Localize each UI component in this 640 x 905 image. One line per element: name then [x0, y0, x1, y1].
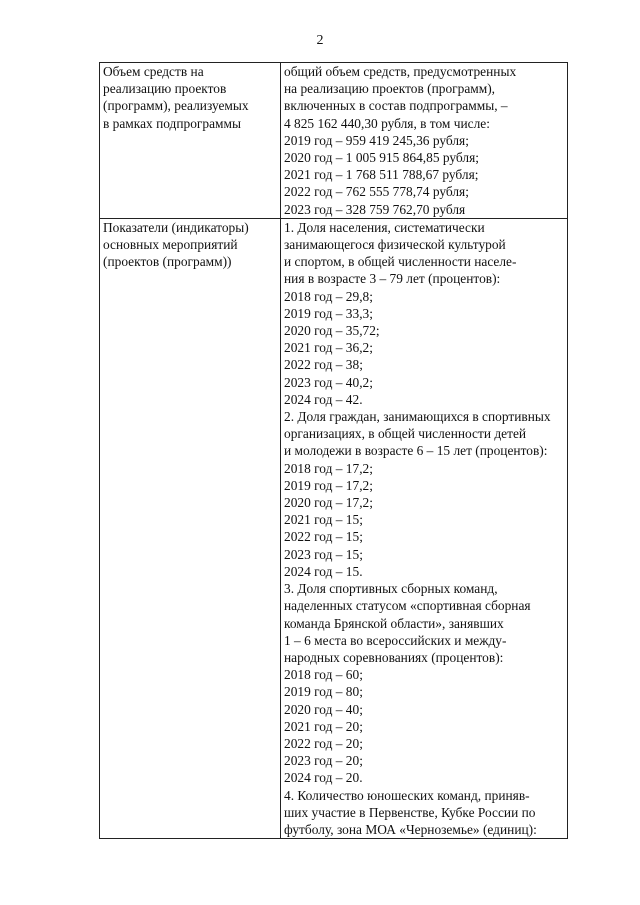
value-line: на реализацию проектов (программ), [284, 81, 496, 97]
value-cell-indicators [281, 218, 568, 838]
value-line: народных соревнованиях (процентов): [284, 649, 504, 665]
value-line: 2019 год – 959 419 245,36 рубля; [284, 132, 469, 148]
value-line: 2024 год – 15. [284, 563, 363, 579]
value-line: 2023 год – 328 759 762,70 рубля [284, 201, 466, 217]
label-cell-funding [100, 63, 281, 219]
value-line: 2018 год – 29,8; [284, 288, 373, 304]
value-line: футболу, зона МОА «Черноземье» (единиц): [284, 821, 537, 837]
value-line: 2019 год – 33,3; [284, 305, 373, 321]
value-line: и молодежи в возрасте 6 – 15 лет (процентов): [284, 443, 548, 459]
value-line: 2021 год – 20; [284, 718, 363, 734]
value-line: 2018 год – 60; [284, 667, 363, 683]
value-line: 2023 год – 20; [284, 753, 363, 769]
subprogram-passport-table [99, 62, 568, 839]
page-number: 2 [316, 33, 324, 48]
table-row-indicators [100, 218, 568, 838]
value-line: 2020 год – 40; [284, 701, 363, 717]
value-line: 2019 год – 80; [284, 684, 363, 700]
value-line: 4. Количество юношеских команд, приняв- [284, 787, 530, 803]
value-line: 1. Доля населения, систематически [284, 219, 485, 235]
value-line: включенных в состав подпрограммы, – [284, 98, 508, 114]
value-line: ших участие в Первенстве, Кубке России по [284, 804, 536, 820]
value-line: ния в возрасте 3 – 79 лет (процентов): [284, 271, 501, 287]
value-line: занимающегося физической культурой [284, 237, 506, 253]
value-line: организациях, в общей численности детей [284, 426, 527, 442]
value-line: 2020 год – 17,2; [284, 495, 373, 511]
label-line: основных мероприятий [103, 237, 238, 253]
value-line: 2021 год – 36,2; [284, 340, 373, 356]
value-line: 2022 год – 20; [284, 735, 363, 751]
value-line: 2023 год – 40,2; [284, 374, 373, 390]
value-line: 2023 год – 15; [284, 546, 363, 562]
value-cell-funding [281, 63, 568, 219]
label-line: Объем средств на [103, 64, 204, 79]
value-line: 3. Доля спортивных сборных команд, [284, 581, 498, 597]
value-line: 2. Доля граждан, занимающихся в спортивных [284, 409, 551, 425]
label-line: Показатели (индикаторы) [103, 219, 249, 235]
value-line: 2024 год – 20. [284, 770, 363, 786]
value-line: 2024 год – 42. [284, 391, 363, 407]
value-line: 2021 год – 15; [284, 512, 363, 528]
value-line: 2020 год – 35,72; [284, 323, 380, 339]
value-line: общий объем средств, предусмотренных [284, 64, 517, 79]
value-line: 2022 год – 15; [284, 529, 363, 545]
value-line: 2022 год – 762 555 778,74 рубля; [284, 184, 469, 200]
label-line: (программ), реализуемых [103, 98, 249, 114]
value-line: команда Брянской области», занявших [284, 615, 504, 631]
value-line: наделенных статусом «спортивная сборная [284, 598, 531, 614]
value-line: и спортом, в общей численности населе- [284, 254, 517, 270]
label-line: (проектов (программ)) [103, 254, 232, 270]
value-line: 2018 год – 17,2; [284, 460, 373, 476]
value-line: 2019 год – 17,2; [284, 477, 373, 493]
label-line: в рамках подпрограммы [103, 115, 241, 131]
label-cell-indicators [100, 218, 281, 838]
value-line: 2020 год – 1 005 915 864,85 рубля; [284, 150, 479, 166]
label-line: реализацию проектов [103, 81, 227, 97]
value-line: 1 – 6 места во всероссийских и между- [284, 632, 507, 648]
value-line: 2021 год – 1 768 511 788,67 рубля; [284, 167, 479, 183]
table-row-funding [100, 63, 568, 219]
value-line: 2022 год – 38; [284, 357, 363, 373]
value-line: 4 825 162 440,30 рубля, в том числе: [284, 115, 490, 131]
